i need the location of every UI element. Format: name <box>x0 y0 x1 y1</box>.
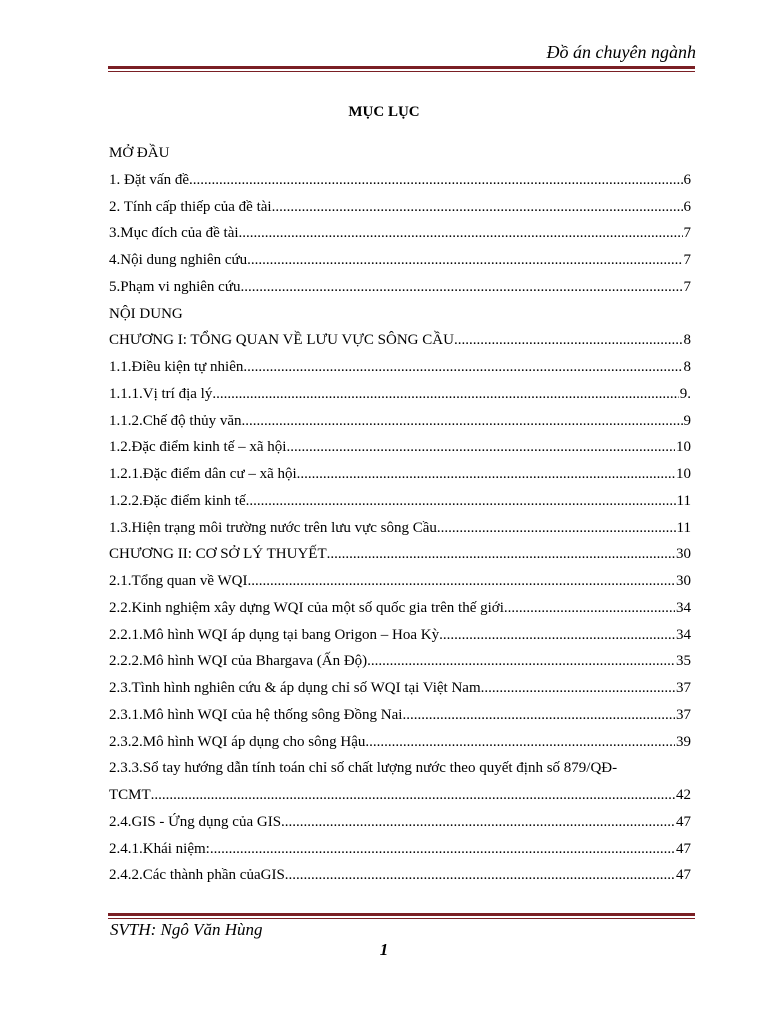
toc-entry-page: 30 <box>676 546 691 563</box>
toc-entry <box>109 140 691 167</box>
header-rule <box>108 66 695 72</box>
toc-entry-text: 1.2.2.Đặc điểm kinh tế <box>109 492 246 509</box>
toc-entry <box>109 622 691 649</box>
toc-entry-page: 30 <box>676 573 691 589</box>
toc-leader-dots <box>189 167 683 193</box>
toc-entry <box>109 274 691 301</box>
page-number: 1 <box>379 940 389 959</box>
toc-entry-text: 2.2.Kinh nghiệm xây dựng WQI của một số quốc gia trên thế giới <box>109 599 504 616</box>
toc-leader-dots <box>272 194 683 220</box>
toc-entry-page: 11 <box>676 519 691 536</box>
toc-leader-dots <box>247 247 682 273</box>
toc-leader-dots <box>367 648 675 674</box>
toc-entry-page: 47 <box>676 840 691 857</box>
toc-entry-page: 34 <box>676 626 691 643</box>
toc-entry-text: 1.2.1.Đặc điểm dân cư – xã hội <box>109 466 297 482</box>
header-title: Đồ án chuyên ngành <box>546 42 696 62</box>
toc-entry <box>109 434 691 461</box>
toc-entry-text: CHƯƠNG II: CƠ SỞ LÝ THUYẾT <box>109 546 327 563</box>
toc-entry <box>109 648 691 675</box>
toc-entry-page: 34 <box>676 599 691 616</box>
table-of-contents <box>109 140 691 889</box>
toc-entry-text: 1.1.1.Vị trí địa lý <box>109 385 213 402</box>
toc-entry <box>109 595 691 622</box>
toc-entry <box>109 408 691 435</box>
toc-entry <box>109 809 691 836</box>
toc-entry-text: 5.Phạm vi nghiên cứu <box>109 278 241 295</box>
toc-entry-page: 39 <box>676 733 691 750</box>
toc-entry <box>109 327 691 354</box>
toc-leader-dots <box>246 488 676 514</box>
toc-entry <box>109 381 691 408</box>
toc-entry-page: 7 <box>683 252 691 268</box>
toc-entry-text: 2.4.2.Các thành phần củaGIS <box>109 867 285 884</box>
toc-entry-page: 37 <box>676 680 691 696</box>
toc-entry-text: 2.3.1.Mô hình WQI của hệ thống sông Đồng Nai <box>109 706 403 723</box>
toc-entry-text: 2.2.1.Mô hình WQI áp dụng tại bang Origon – Hoa Kỳ <box>109 626 440 643</box>
toc-entry-page: 7 <box>683 278 691 295</box>
toc-entry-text: 2.4.GIS - Ứng dụng của GIS <box>109 813 282 830</box>
toc-entry-text: 1.1.2.Chế độ thủy văn <box>109 412 242 429</box>
toc-entry <box>109 729 691 756</box>
toc-entry-page: 11 <box>676 492 691 509</box>
toc-entry <box>109 194 691 221</box>
toc-entry-text: 2.3.Tình hình nghiên cứu & áp dụng chỉ số WQI tại Việt Nam <box>109 680 481 696</box>
toc-leader-dots <box>243 354 682 380</box>
toc-leader-dots <box>247 568 675 594</box>
toc-entry-page: 47 <box>676 867 691 884</box>
toc-leader-dots <box>504 595 675 621</box>
toc-entry <box>109 862 691 889</box>
toc-entry-page: 7 <box>683 225 691 242</box>
toc-entry-page: 6 <box>683 171 691 188</box>
toc-leader-dots <box>210 836 675 862</box>
toc-entry <box>109 675 691 702</box>
toc-leader-dots <box>402 702 675 728</box>
toc-entry-text: 3.Mục đích của đề tài <box>109 225 239 242</box>
toc-entry <box>109 461 691 488</box>
toc-entry-page: 10 <box>676 439 691 456</box>
toc-entry <box>109 354 691 381</box>
toc-leader-dots <box>439 622 675 648</box>
toc-entry <box>109 836 691 863</box>
toc-title: MỤC LỤC <box>348 104 420 120</box>
toc-entry-text: 2.3.2.Mô hình WQI áp dụng cho sông Hậu <box>109 733 366 750</box>
toc-entry-text: 1.2.Đặc điểm kinh tế – xã hội <box>109 439 287 456</box>
toc-entry-page: 37 <box>676 706 691 723</box>
toc-entry-page: 8 <box>683 332 691 349</box>
toc-entry-text: 2.2.2.Mô hình WQI của Bhargava (Ấn Độ) <box>109 653 368 670</box>
toc-entry <box>109 568 691 595</box>
toc-entry-page: 9 <box>683 412 691 429</box>
toc-entry <box>109 167 691 194</box>
footer-author: SVTH: Ngô Văn Hùng <box>110 920 263 939</box>
toc-entry-text: MỞ ĐẦU <box>109 145 170 161</box>
toc-leader-dots <box>454 327 683 353</box>
toc-entry-page: 9. <box>679 385 691 402</box>
toc-entry <box>109 301 691 328</box>
toc-entry <box>109 755 691 782</box>
toc-entry-text: 1.3.Hiện trạng môi trường nước trên lưu vực sông Cầu <box>109 519 437 536</box>
toc-entry-text: 2. Tính cấp thiếp của đề tài <box>109 198 272 215</box>
toc-leader-dots <box>365 729 675 755</box>
toc-entry-page: 35 <box>676 653 691 670</box>
toc-entry-text: 4.Nội dung nghiên cứu <box>109 252 248 268</box>
toc-entry <box>109 247 691 274</box>
toc-entry <box>109 488 691 515</box>
toc-entry <box>109 515 691 542</box>
toc-entry-page: 47 <box>676 813 691 830</box>
footer-rule <box>108 913 695 919</box>
toc-entry-text: CHƯƠNG I: TỔNG QUAN VỀ LƯU VỰC SÔNG CẦU <box>109 332 454 349</box>
toc-leader-dots <box>281 809 675 835</box>
toc-leader-dots <box>240 274 682 300</box>
toc-leader-dots <box>297 461 675 487</box>
toc-entry <box>109 220 691 247</box>
toc-leader-dots <box>151 782 675 808</box>
toc-entry-page: 6 <box>683 198 691 215</box>
toc-entry-text: TCMT <box>109 787 151 803</box>
toc-leader-dots <box>242 408 683 434</box>
toc-entry <box>109 782 691 809</box>
toc-leader-dots <box>212 381 678 407</box>
toc-leader-dots <box>285 862 675 888</box>
toc-entry-text: 2.1.Tổng quan về WQI <box>109 573 248 589</box>
toc-leader-dots <box>286 434 675 460</box>
toc-entry-text: NỘI DUNG <box>109 305 183 322</box>
toc-entry <box>109 541 691 568</box>
toc-entry-text: 2.4.1.Khái niệm: <box>109 840 210 857</box>
toc-entry-text: 1.1.Điều kiện tự nhiên <box>109 359 244 375</box>
toc-entry-page: 8 <box>683 359 691 375</box>
toc-entry <box>109 702 691 729</box>
toc-leader-dots <box>327 541 675 567</box>
toc-entry-text: 1. Đặt vấn đề <box>109 171 189 188</box>
toc-entry-page: 42 <box>676 787 691 803</box>
toc-leader-dots <box>239 220 683 246</box>
toc-leader-dots <box>481 675 675 701</box>
toc-entry-page: 10 <box>676 466 691 482</box>
toc-entry-text: 2.3.3.Sổ tay hướng dẫn tính toán chỉ số chất lượng nước theo quyết định số 879/QĐ- <box>109 760 618 777</box>
toc-leader-dots <box>437 515 676 541</box>
